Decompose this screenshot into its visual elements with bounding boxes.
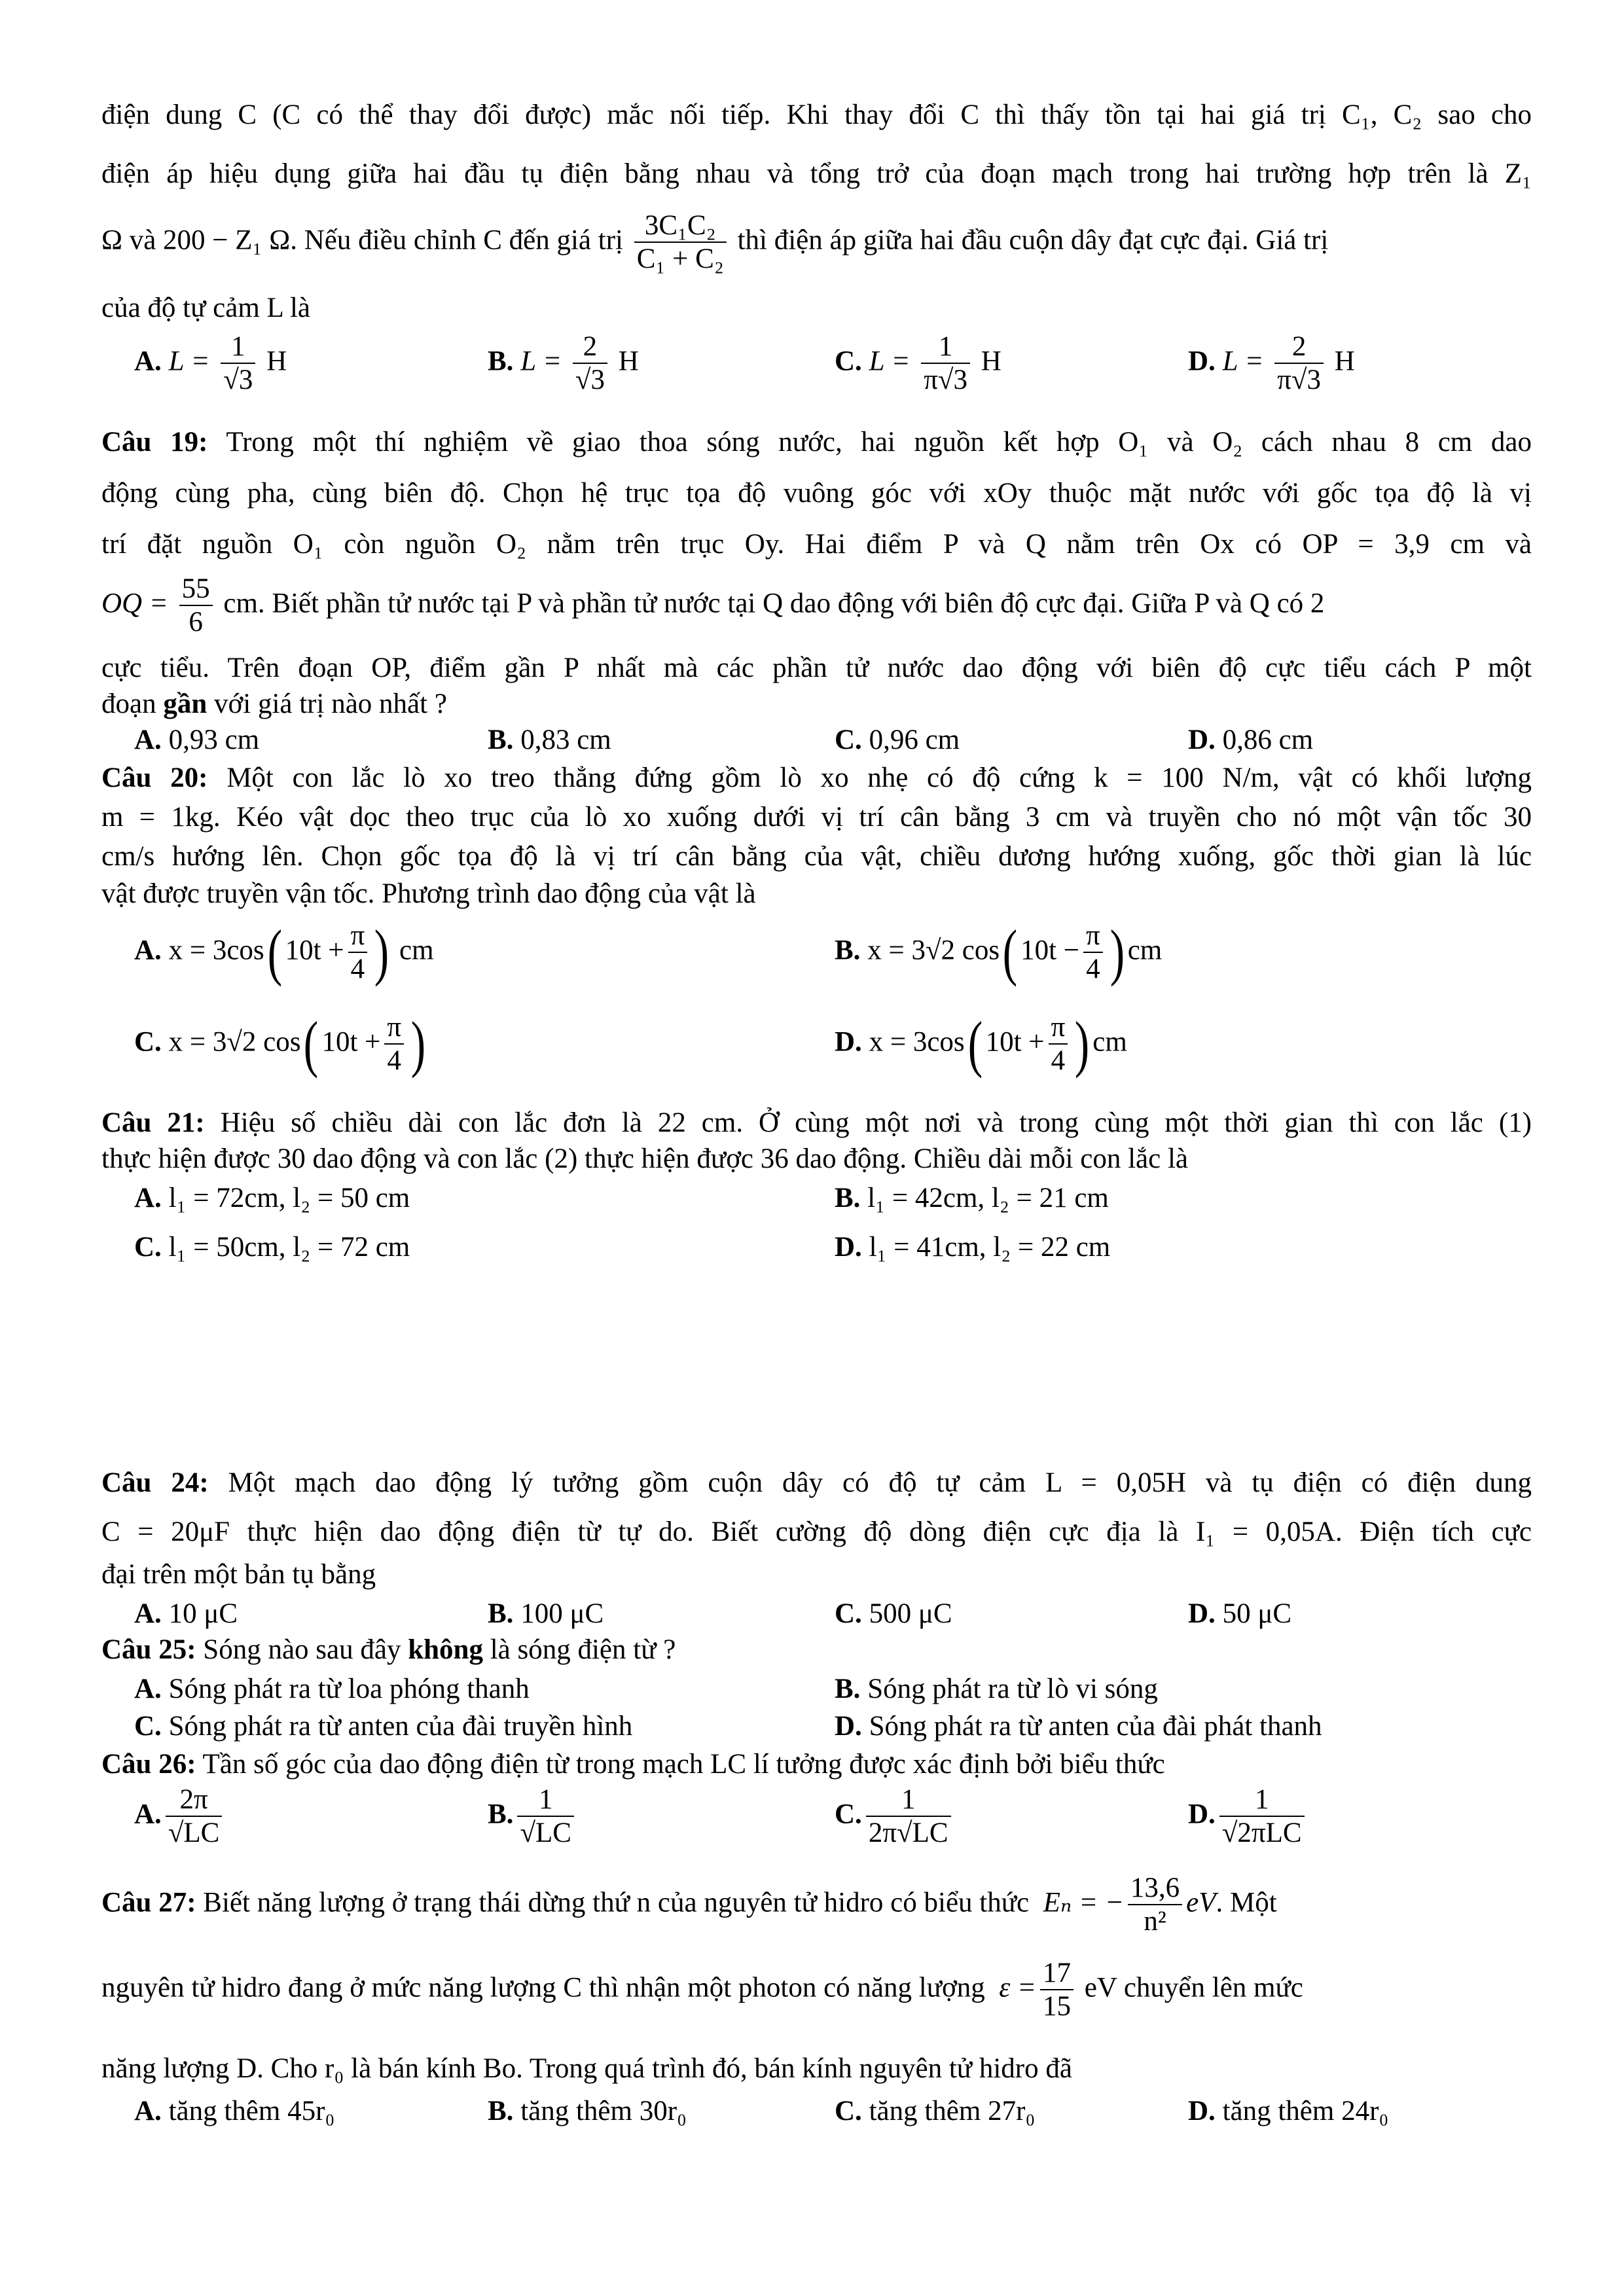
option-label: C. [835, 1799, 862, 1830]
option-text: tăng thêm 45r₀ [168, 2096, 335, 2126]
option-text: l₁ = 42cm, l₂ = 21 cm [867, 1183, 1109, 1213]
option-inner: 10t + [285, 935, 344, 966]
q27-line-2-text: nguyên tử hidro đang ở mức năng lượng C thì nhận một photon có năng lượng [101, 1972, 985, 2003]
q26-option-d[interactable] [1188, 1784, 1308, 1850]
q19-option-c[interactable] [835, 723, 960, 757]
q24-option-b[interactable] [488, 1597, 604, 1631]
option-text: Sóng phát ra từ anten của đài phát thanh [869, 1711, 1322, 1742]
q20-line-1 [101, 761, 1532, 795]
q27-line-2-end: eV chuyển lên mức [1084, 1972, 1303, 2003]
q19-line-6 [101, 687, 447, 721]
q25-option-a[interactable] [134, 1672, 530, 1706]
option-numerator: 2π [166, 1784, 223, 1817]
option-text: 0,96 cm [869, 725, 960, 755]
option-label: B. [488, 725, 514, 755]
option-text: Sóng phát ra từ loa phóng thanh [168, 1674, 530, 1704]
q27-option-b[interactable] [488, 2094, 687, 2128]
option-denominator: 4 [1051, 1045, 1066, 1077]
option-unit: H [981, 346, 1001, 377]
option-prefix: x = 3cos [168, 935, 264, 966]
option-label: B. [835, 1183, 861, 1213]
option-fraction [573, 331, 607, 397]
option-denominator: π√3 [1277, 365, 1322, 396]
q25-bold: không [408, 1634, 483, 1665]
option-denominator: √LC [168, 1818, 220, 1849]
option-label: A. [134, 725, 162, 755]
option-label: C. [835, 1598, 862, 1629]
right-paren-icon: ) [374, 917, 389, 988]
q24-line-1 [101, 1466, 1532, 1500]
option-text: Sóng phát ra từ lò vi sóng [867, 1674, 1158, 1704]
q25-option-b[interactable] [835, 1672, 1158, 1706]
option-label: B. [488, 2096, 514, 2126]
option-label: B. [488, 1598, 514, 1629]
q20-option-c[interactable] [134, 1011, 429, 1077]
q25-line-1 [101, 1633, 676, 1667]
option-fraction [921, 331, 970, 397]
option-numerator: π [1049, 1011, 1068, 1045]
capacitance-numerator: 3C₁C₂ [634, 209, 727, 243]
q24-line-1-text: Một mạch dao động lý tưởng gồm cuộn dây có độ tự cảm L = 0,05H và tụ điện có điện dung [228, 1467, 1532, 1498]
q21-line-2: thực hiện được 30 dao động và con lắc (2) thực hiện được 36 dao động. Chiều dài mỗi con lắc là [101, 1143, 1188, 1174]
right-paren-icon: ) [1075, 1009, 1090, 1079]
q19-line-5: cực tiểu. Trên đoạn OP, điểm gần P nhất mà các phần tử nước dao động với biên độ cực tiểu cách P một [101, 653, 1532, 683]
q21-option-b[interactable] [835, 1181, 1109, 1215]
option-text: 500 μC [869, 1598, 952, 1629]
capacitance-fraction [634, 209, 727, 276]
q24-line-2: C = 20μF thực hiện dao động điện từ tự do. Biết cường độ dòng điện cực địa là I₁ = 0,05A. Điện tích cực [101, 1516, 1532, 1547]
option-numerator: 1 [517, 1784, 574, 1817]
intro-option-c[interactable] [835, 331, 1001, 397]
option-text: 50 μC [1222, 1598, 1292, 1629]
option-text: tăng thêm 24r₀ [1222, 2096, 1389, 2126]
option-fraction [1049, 1011, 1068, 1077]
q19-label: Câu 19: [101, 427, 208, 457]
option-label: D. [835, 1711, 862, 1742]
capacitance-denominator: C₁ + C₂ [636, 243, 724, 275]
left-paren-icon: ( [967, 1009, 983, 1079]
left-paren-icon: ( [1002, 917, 1018, 988]
q25-label: Câu 25: [101, 1634, 196, 1665]
energy-numerator: 13,6 [1128, 1872, 1182, 1905]
q20-option-a[interactable] [134, 917, 434, 988]
q19-option-b[interactable] [488, 723, 611, 757]
option-numerator: 1 [221, 331, 255, 364]
q19-line-1-text: Trong một thí nghiệm về giao thoa sóng nước, hai nguồn kết hợp O₁ và O₂ cách nhau 8 cm dao [226, 427, 1532, 457]
q25-pre: Sóng nào sau đây [203, 1634, 401, 1665]
q21-line-1-text: Hiệu số chiều dài con lắc đơn là 22 cm. Ở cùng một nơi và trong cùng một thời gian thì con lắc (1) [220, 1107, 1532, 1138]
q24-option-c[interactable] [835, 1597, 952, 1631]
left-paren-icon: ( [267, 917, 282, 988]
option-label: A. [134, 346, 162, 377]
option-label: A. [134, 1799, 162, 1830]
q20-option-d[interactable] [835, 1011, 1127, 1077]
option-denominator: √3 [223, 365, 253, 396]
option-prefix: L = [520, 346, 562, 377]
q19-line-2: động cùng pha, cùng biên độ. Chọn hệ trục tọa độ vuông góc với xOy thuộc mặt nước với gốc tọa độ là vị [101, 478, 1532, 509]
option-numerator: 2 [1274, 331, 1324, 364]
option-label: D. [1188, 2096, 1216, 2126]
option-inner: 10t + [321, 1026, 381, 1058]
option-denominator: √3 [575, 365, 605, 396]
photon-fraction [1040, 1957, 1074, 2023]
oq-numerator: 55 [179, 573, 213, 606]
option-inner: 10t − [1020, 935, 1080, 966]
q27-option-d[interactable] [1188, 2094, 1388, 2128]
option-denominator: 2π√LC [868, 1818, 948, 1849]
option-fraction [866, 1784, 951, 1850]
intro-option-d[interactable] [1188, 331, 1355, 397]
option-numerator: 1 [1219, 1784, 1305, 1817]
option-numerator: 1 [921, 331, 970, 364]
right-paren-icon: ) [1110, 917, 1125, 988]
option-fraction [1219, 1784, 1305, 1850]
intro-line-1: điện dung C (C có thể thay đổi được) mắc nối tiếp. Khi thay đổi C thì thấy tồn tại hai giá trị C₁, C₂ sao cho [101, 99, 1532, 130]
q19-line-6-b: với giá trị nào nhất ? [214, 689, 447, 719]
photon-denominator: 15 [1042, 1991, 1071, 2022]
option-label: D. [1188, 725, 1216, 755]
option-unit: cm [1127, 935, 1163, 966]
photon-numerator: 17 [1040, 1957, 1074, 1990]
option-denominator: 4 [387, 1045, 402, 1077]
option-fraction [221, 331, 255, 397]
left-paren-icon: ( [304, 1009, 319, 1079]
option-label: A. [134, 1183, 162, 1213]
q20-label: Câu 20: [101, 762, 208, 793]
option-label: B. [488, 346, 514, 377]
option-text: tăng thêm 27r₀ [869, 2096, 1036, 2126]
option-text: l₁ = 41cm, l₂ = 22 cm [869, 1232, 1111, 1263]
q20-line-2: m = 1kg. Kéo vật dọc theo trục của lò xo xuống dưới vị trí cân bằng 3 cm và truyền cho nó một vận tốc 30 [101, 802, 1532, 833]
intro-option-b[interactable] [488, 331, 639, 397]
option-prefix: x = 3√2 cos [867, 935, 1000, 966]
q27-line-2 [101, 1957, 1303, 2023]
option-prefix: x = 3cos [869, 1026, 965, 1058]
option-label: D. [835, 1232, 862, 1263]
q27-line-3: năng lượng D. Cho r₀ là bán kính Bo. Trong quá trình đó, bán kính nguyên tử hidro đã [101, 2053, 1072, 2084]
option-label: A. [134, 2096, 162, 2126]
q27-label: Câu 27: [101, 1887, 196, 1918]
option-numerator: π [1083, 920, 1103, 953]
q26-option-a[interactable] [134, 1784, 226, 1850]
q27-option-c[interactable] [835, 2094, 1035, 2128]
q20-option-b[interactable] [835, 917, 1163, 988]
q27-option-a[interactable] [134, 2094, 334, 2128]
option-label: B. [835, 935, 861, 966]
option-label: D. [1188, 1598, 1216, 1629]
q27-line-1-end: . Một [1216, 1887, 1277, 1918]
q25-option-c[interactable] [134, 1710, 632, 1744]
option-unit: cm [399, 935, 434, 966]
q21-option-c[interactable] [134, 1230, 410, 1265]
oq-fraction [179, 573, 213, 639]
option-label: A. [134, 1674, 162, 1704]
option-prefix: L = [1222, 346, 1264, 377]
option-label: D. [835, 1026, 862, 1058]
option-label: C. [835, 346, 862, 377]
q21-label: Câu 21: [101, 1107, 205, 1138]
option-denominator: 4 [350, 954, 365, 985]
photon-prefix: ε = [999, 1972, 1036, 2003]
option-prefix: L = [869, 346, 911, 377]
intro-line-3 [101, 209, 1328, 276]
intro-line-3-b: thì điện áp giữa hai đầu cuộn dây đạt cực đại. Giá trị [737, 224, 1329, 256]
option-text: l₁ = 50cm, l₂ = 72 cm [168, 1232, 410, 1263]
option-denominator: √2πLC [1221, 1818, 1302, 1849]
q24-label: Câu 24: [101, 1467, 209, 1498]
option-text: 0,86 cm [1222, 725, 1314, 755]
q19-option-d[interactable] [1188, 723, 1313, 757]
q21-line-1 [101, 1106, 1532, 1140]
option-label: C. [134, 1026, 162, 1058]
option-label: D. [1188, 346, 1216, 377]
q19-line-4-text: cm. Biết phần tử nước tại P và phần tử nước tại Q dao động với biên độ cực đại. Giữa P và Q có 2 [223, 588, 1325, 619]
energy-prefix: Eₙ = − [1043, 1887, 1124, 1918]
q27-line-1-text: Biết năng lượng ở trạng thái dừng thứ n của nguyên tử hidro có biểu thức [203, 1887, 1030, 1918]
option-unit: cm [1092, 1026, 1127, 1058]
q24-line-3: đại trên một bản tụ bằng [101, 1559, 376, 1590]
energy-denominator: n² [1144, 1906, 1166, 1937]
q20-line-4: vật được truyền vận tốc. Phương trình dao động của vật là [101, 878, 756, 909]
q26-label: Câu 26: [101, 1749, 196, 1780]
option-fraction [517, 1784, 574, 1850]
option-text: 0,83 cm [520, 725, 611, 755]
option-text: Sóng phát ra từ anten của đài truyền hình [168, 1711, 633, 1742]
option-numerator: π [384, 1011, 404, 1045]
q21-option-d[interactable] [835, 1230, 1110, 1265]
option-inner: 10t + [985, 1026, 1045, 1058]
q25-post: là sóng điện từ ? [490, 1634, 676, 1665]
option-numerator: 1 [866, 1784, 951, 1817]
q19-line-6-bold: gần [163, 689, 208, 719]
option-fraction [166, 1784, 223, 1850]
option-label: C. [835, 725, 862, 755]
option-fraction [348, 920, 368, 986]
q19-line-6-a: đoạn [101, 689, 156, 719]
q26-line-1 [101, 1748, 1165, 1782]
q25-option-d[interactable] [835, 1710, 1322, 1744]
option-numerator: 2 [573, 331, 607, 364]
q26-option-c[interactable] [835, 1784, 955, 1850]
option-unit: H [1334, 346, 1355, 377]
right-paren-icon: ) [410, 1009, 426, 1079]
q19-line-3: trí đặt nguồn O₁ còn nguồn O₂ nằm trên trục Oy. Hai điểm P và Q nằm trên Ox có OP = 3,9 cm và [101, 529, 1532, 560]
q19-line-4 [101, 573, 1324, 639]
q24-option-a[interactable] [134, 1597, 238, 1631]
energy-unit: eV [1186, 1887, 1216, 1918]
option-denominator: √LC [520, 1818, 571, 1849]
option-numerator: π [348, 920, 368, 953]
oq-denominator: 6 [189, 607, 203, 638]
q26-option-b[interactable] [488, 1784, 578, 1850]
option-fraction [1274, 331, 1324, 397]
intro-line-4: của độ tự cảm L là [101, 293, 310, 323]
option-text: 100 μC [520, 1598, 604, 1629]
q26-text: Tần số góc của dao động điện từ trong mạch LC lí tưởng được xác định bởi biểu thức [202, 1749, 1165, 1780]
option-label: C. [134, 1232, 162, 1263]
option-prefix: x = 3√2 cos [168, 1026, 301, 1058]
q19-line-1 [101, 425, 1532, 459]
option-fraction [1083, 920, 1103, 986]
option-text: tăng thêm 30r₀ [520, 2096, 687, 2126]
option-label: A. [134, 935, 162, 966]
option-label: B. [835, 1674, 861, 1704]
q21-option-a[interactable] [134, 1181, 410, 1215]
option-fraction [384, 1011, 404, 1077]
intro-option-a[interactable] [134, 331, 287, 397]
option-label: B. [488, 1799, 514, 1830]
option-text: 0,93 cm [168, 725, 260, 755]
oq-prefix: OQ = [101, 588, 168, 619]
intro-line-3-a: Ω và 200 − Z₁ Ω. Nếu điều chỉnh C đến giá trị [101, 224, 623, 256]
q19-option-a[interactable] [134, 723, 259, 757]
option-unit: H [266, 346, 287, 377]
q20-line-1-text: Một con lắc lò xo treo thẳng đứng gồm lò xo nhẹ có độ cứng k = 100 N/m, vật có khối lượng [226, 762, 1532, 793]
energy-fraction [1128, 1872, 1182, 1938]
option-label: C. [835, 2096, 862, 2126]
q24-option-d[interactable] [1188, 1597, 1291, 1631]
q20-line-3: cm/s hướng lên. Chọn gốc tọa độ là vị trí cân bằng của vật, chiều dương hướng xuống, gốc thời gian là lúc [101, 841, 1532, 872]
option-prefix: L = [168, 346, 210, 377]
intro-line-2: điện áp hiệu dụng giữa hai đầu tụ điện bằng nhau và tổng trở của đoạn mạch trong hai trường hợp trên là Z₁ [101, 158, 1532, 189]
option-label: A. [134, 1598, 162, 1629]
option-denominator: 4 [1086, 954, 1100, 985]
option-unit: H [618, 346, 639, 377]
option-label: D. [1188, 1799, 1216, 1830]
option-denominator: π√3 [924, 365, 968, 396]
option-label: C. [134, 1711, 162, 1742]
q27-line-1 [101, 1872, 1277, 1938]
option-text: 10 μC [168, 1598, 238, 1629]
option-text: l₁ = 72cm, l₂ = 50 cm [168, 1183, 410, 1213]
